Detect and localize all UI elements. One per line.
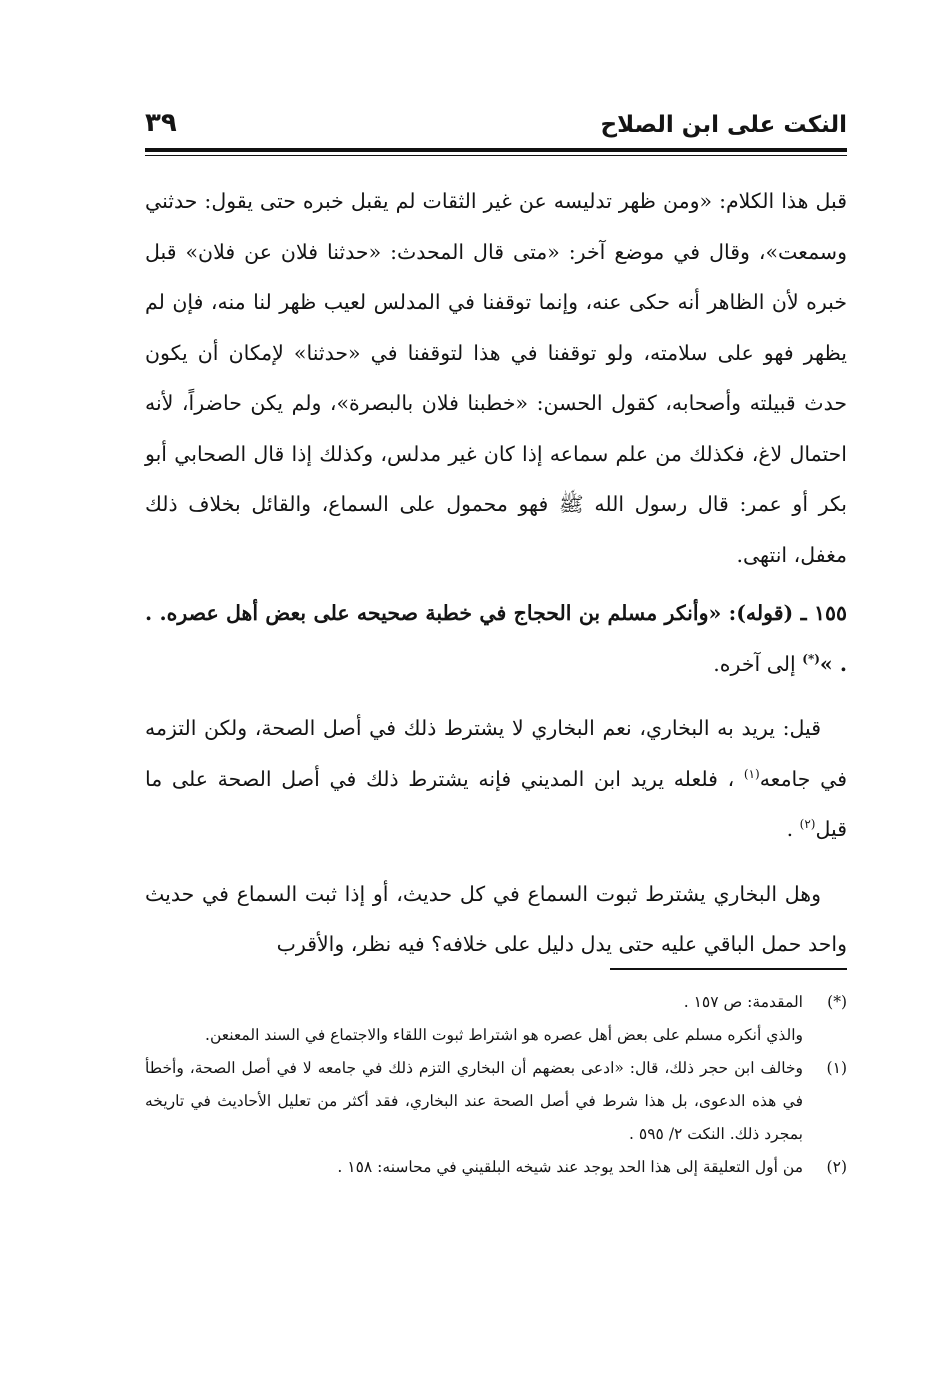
paragraph-2-text-c: . bbox=[786, 817, 800, 841]
footnote-text: المقدمة: ص ١٥٧ . bbox=[683, 993, 803, 1011]
footnote-marker: (٢) bbox=[826, 1158, 847, 1176]
paragraph-2-text-b: ، فلعله يريد ابن المديني فإنه يشترط ذلك في أصل الصحة على ما قيل bbox=[145, 766, 847, 841]
footnote bbox=[145, 1151, 847, 1184]
paragraph-2-text-a: قيل: يريد به البخاري، نعم البخاري لا يشترط ذلك في أصل الصحة، ولكن التزمه في جامعه bbox=[145, 716, 847, 791]
header-rule-thick bbox=[145, 148, 847, 152]
entry-footnote-marker: (*) bbox=[802, 651, 820, 666]
entry-quote: ١٥٥ ـ (قوله): «وأنكر مسلم بن الحجاج في خطبة صحيحه على بعض أهل عصره. . . » bbox=[145, 601, 847, 676]
book-title: النكت على ابن الصلاح bbox=[600, 112, 847, 138]
footnote-separator bbox=[610, 968, 847, 970]
footnote-marker bbox=[803, 1019, 847, 1052]
header-rule-thin bbox=[145, 155, 847, 156]
footnote-text: من أول التعليقة إلى هذا الحد يوجد عند شيخه البلقيني في محاسنه: ١٥٨ . bbox=[337, 1158, 803, 1176]
footnote-ref-1: (١) bbox=[743, 766, 760, 781]
entry-155 bbox=[145, 588, 847, 689]
footnote-text: والذي أنكره مسلم على بعض أهل عصره هو اشتراط ثبوت اللقاء والاجتماع في السند المعنعن. bbox=[205, 1026, 803, 1044]
paragraph-3: وهل البخاري يشترط ثبوت السماع في كل حديث، أو إذا ثبت السماع في حديث واحد حمل الباقي عليه حتى يدل دليل على خلافه؟ فيه نظر، والأقرب bbox=[145, 881, 847, 956]
footnote-ref-2: (٢) bbox=[799, 817, 816, 832]
footnote bbox=[145, 1052, 847, 1151]
paragraph-2 bbox=[145, 703, 847, 855]
main-text bbox=[145, 176, 847, 970]
paragraph-1: قبل هذا الكلام: «ومن ظهر تدليسه عن غير الثقات لم يقبل خبره حتى يقول: حدثني وسمعت»، وقال في موضع آخر: «متى قال المحدث: «حدثنا فلان عن فلان» قبل خبره لأن الظاهر أنه حكى عنه، وإنما توقفنا في المدلس لعيب ظهر لنا منه، فإن لم يظهر فهو على سلامته، ولو توقفنا في هذا لتوقفنا في «حدثنا» لإمكان أن يكون حدث قبيلته وأصحابه، كقول الحسن: «خطبنا فلان بالبصرة»، ولم يكن حاضراً، لأنه احتمال لاغ، فكذلك من علم سماعه إذا كان غير مدلس، وكذلك إذا قال الصحابي أبو بكر أو عمر: قال رسول الله ﷺ فهو محمول على السماع، والقائل بخلاف ذلك مغفل، انتهى. bbox=[145, 189, 847, 567]
footnote-text: وخالف ابن حجر ذلك، قال: «ادعى بعضهم أن البخاري التزم ذلك في جامعه لا في أصل الصحة، وأخطأ في هذه الدعوى، بل هذا شرط في أصل الصحة عند البخاري، فقد أكثر من تعليل الأحاديث في تاريخه بمجرد ذلك. النكت ٢/ ٥٩٥ . bbox=[145, 1059, 803, 1143]
entry-rest: إلى آخره. bbox=[713, 651, 803, 676]
footnote bbox=[145, 986, 847, 1019]
running-header bbox=[145, 108, 847, 150]
page-number: ٣٩ bbox=[145, 108, 177, 138]
footnote-marker: (*) bbox=[827, 993, 847, 1011]
footnotes bbox=[145, 986, 847, 1184]
footnote bbox=[145, 1019, 847, 1052]
footnote-marker: (١) bbox=[826, 1059, 847, 1077]
